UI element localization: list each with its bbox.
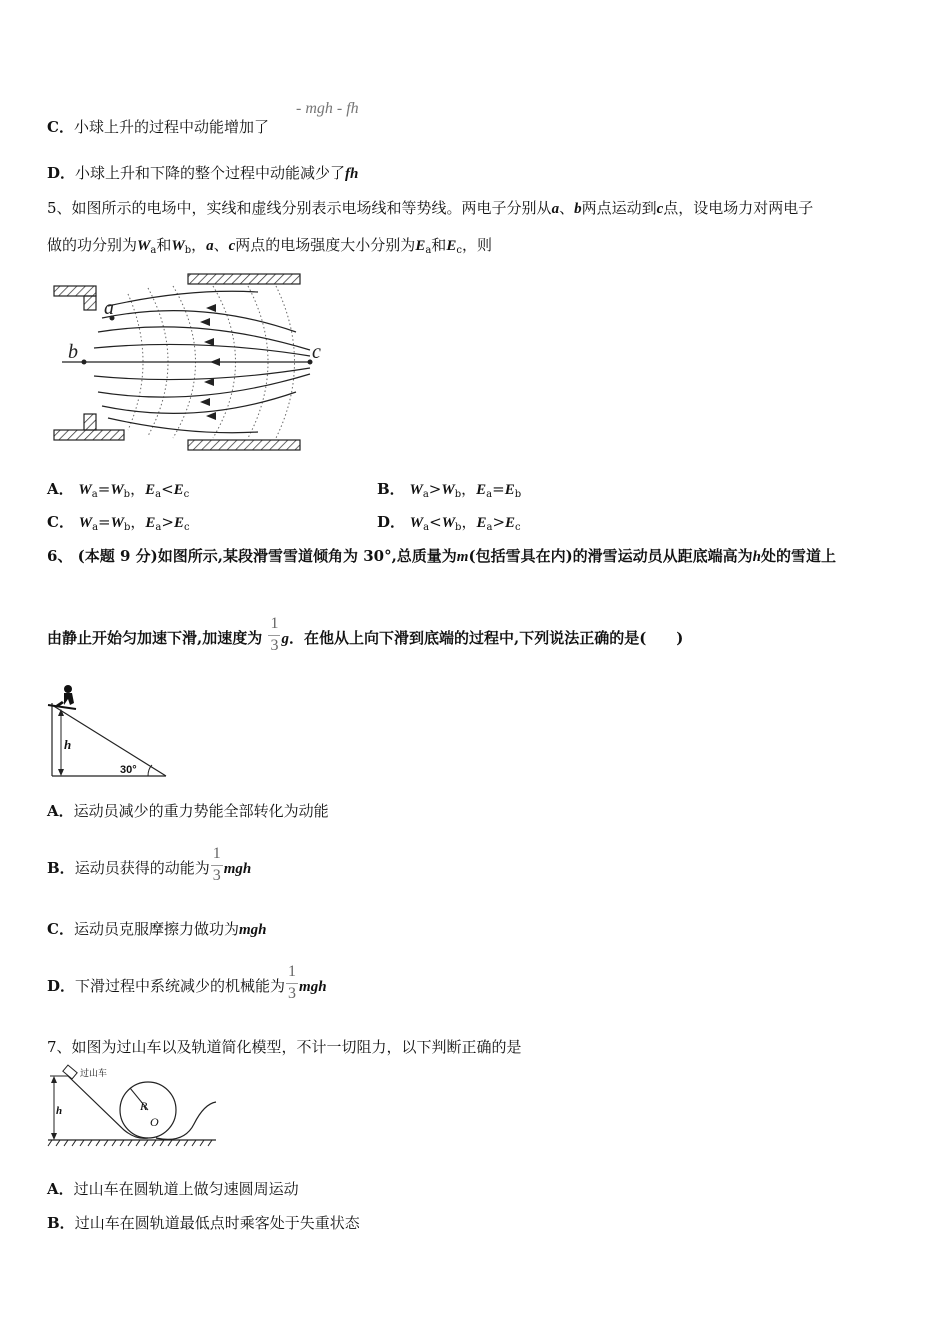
sub: b: [123, 489, 131, 500]
sub: a: [155, 522, 162, 533]
field-line: [108, 418, 258, 433]
q4-option-c: [47, 116, 269, 137]
option-label: D．: [47, 977, 76, 995]
field-line: [94, 344, 310, 356]
var-b: b: [574, 201, 582, 217]
var-W: W: [441, 515, 456, 531]
stem-text: 由静止开始匀加速下滑,加速度为: [47, 629, 263, 647]
q6-stem-line1: [47, 545, 836, 566]
height-arrow-head-bottom: [51, 1133, 57, 1140]
var-c: c: [228, 238, 236, 254]
sub: a: [150, 245, 157, 256]
option-text: 过山车在圆轨道上做匀速圆周运动: [73, 1180, 299, 1198]
option-label: D．: [377, 513, 406, 531]
arrowhead: [200, 398, 210, 406]
height-arrow-head-bottom: [58, 769, 64, 776]
arrowhead: [200, 318, 210, 326]
field-line: [98, 374, 310, 397]
field-line: [98, 327, 310, 350]
comma: ，: [130, 480, 146, 498]
var-m: m: [456, 549, 469, 565]
coaster-car-icon: [63, 1065, 77, 1079]
option-text: 下滑过程中系统减少的机械能为: [75, 977, 286, 995]
electric-field-figure: [48, 272, 338, 452]
var-W: W: [441, 482, 455, 498]
q5-option-c: [47, 511, 190, 533]
stem-text: (本题 9 分)如图所示,某段滑雪雪道倾角为 30°,总质量为: [77, 547, 457, 565]
relation: <: [161, 480, 174, 498]
option-label: B．: [47, 1214, 75, 1232]
relation: >: [161, 513, 174, 531]
label-c: c: [312, 341, 321, 363]
option-text: 运动员减少的重力势能全部转化为动能: [73, 802, 329, 820]
relation: =: [492, 480, 505, 498]
option-label: B．: [47, 859, 75, 877]
option-label: A．: [47, 480, 74, 498]
option-label: C．: [47, 118, 74, 136]
var-W: W: [409, 515, 424, 531]
sub: a: [486, 489, 493, 500]
comma: ，: [461, 513, 477, 531]
fraction-bar: [211, 865, 223, 866]
fraction-bar: [286, 983, 298, 984]
stem-text: ．在他从上向下滑到底端的过程中,下列说法正确的是( ): [288, 629, 684, 647]
sub: b: [455, 522, 462, 533]
q7-option-b: [47, 1212, 360, 1233]
var-W: W: [409, 482, 423, 498]
sub: b: [514, 489, 522, 500]
label-h: h: [56, 1105, 63, 1117]
var-W: W: [110, 515, 124, 531]
fraction-one-third: [267, 615, 281, 655]
stem-text: 处的雪道上: [761, 547, 837, 565]
comma: ，: [191, 236, 207, 254]
comma: ，: [130, 513, 146, 531]
relation: =: [98, 513, 111, 531]
sub: b: [454, 489, 462, 500]
relation: >: [492, 513, 506, 531]
option-label: A．: [47, 802, 74, 820]
var-W: W: [110, 482, 124, 498]
ski-slope-figure: [44, 683, 174, 783]
arrowhead: [206, 304, 216, 312]
sub: c: [456, 245, 462, 256]
q5-option-d: [377, 511, 521, 533]
roller-coaster-figure: [44, 1064, 224, 1148]
q6-option-d: [47, 963, 327, 1003]
comma: ，: [461, 480, 477, 498]
var-E: E: [504, 482, 515, 498]
sub: a: [155, 489, 162, 500]
option-formula: mgh: [223, 861, 252, 877]
stem-text: 做的功分别为: [47, 236, 138, 254]
var-E: E: [505, 515, 516, 531]
label-R: R: [140, 1099, 148, 1113]
var-W: W: [78, 515, 93, 531]
denominator: 3: [270, 637, 279, 654]
var-W: W: [137, 238, 151, 254]
label-h: h: [64, 737, 72, 752]
field-line: [94, 368, 310, 380]
and: 和: [156, 236, 172, 254]
numerator: 1: [270, 615, 279, 632]
question-number: 6、: [47, 547, 73, 565]
var-E: E: [476, 515, 487, 531]
plate-bottom-left: [54, 430, 124, 440]
var-W: W: [171, 238, 185, 254]
var-E: E: [446, 238, 457, 254]
stem-text: 两点的电场强度大小分别为: [235, 236, 416, 254]
height-arrow-head-top: [51, 1076, 57, 1083]
var-E: E: [145, 482, 156, 498]
stem-text: 点，设电场力对两电子: [663, 199, 814, 217]
sub: b: [123, 522, 131, 533]
point-b: [82, 360, 87, 365]
var-a: a: [206, 238, 214, 254]
option-label: A．: [47, 1180, 74, 1198]
sub: a: [425, 245, 432, 256]
sep: 、: [559, 199, 575, 217]
var-g: g: [281, 631, 289, 647]
label-b: b: [68, 341, 78, 363]
option-text: 过山车在圆轨道最低点时乘客处于失重状态: [74, 1214, 360, 1232]
plate-top-right: [188, 274, 300, 284]
q5-option-b: [377, 478, 521, 500]
label-O: O: [150, 1115, 159, 1129]
numerator: 1: [212, 845, 221, 862]
relation: <: [429, 513, 442, 531]
option-text: 小球上升的过程中动能增加了: [73, 118, 269, 136]
q5-option-a: [47, 478, 189, 500]
numerator: 1: [288, 963, 297, 980]
sub: a: [422, 489, 429, 500]
arrowhead: [210, 358, 220, 366]
option-label: C．: [47, 513, 74, 531]
relation: >: [428, 480, 442, 498]
stem-text: (包括雪具在内)的滑雪运动员从距底端高为: [468, 547, 753, 565]
var-E: E: [415, 238, 426, 254]
sub: c: [515, 522, 521, 533]
option-label: D．: [47, 164, 76, 182]
option-text: 运动员克服摩擦力做功为: [73, 920, 239, 938]
sub: a: [91, 489, 98, 500]
option-text: 小球上升和下降的整个过程中动能减少了: [75, 164, 346, 182]
arrowhead: [206, 412, 216, 420]
label-angle: 30°: [120, 764, 137, 776]
sub: a: [486, 522, 493, 533]
denominator: 3: [212, 867, 221, 884]
relation: =: [97, 480, 111, 498]
q6-option-a: [47, 800, 329, 821]
var-h: h: [752, 549, 762, 565]
var-E: E: [173, 482, 184, 498]
var-W: W: [78, 482, 92, 498]
label-car: 过山车: [80, 1069, 108, 1079]
skier-icon: [48, 685, 76, 709]
denominator: 3: [288, 985, 297, 1002]
stem-text: 5、如图所示的电场中，实线和虚线分别表示电场线和等势线。两电子分别从: [47, 199, 552, 217]
var-c: c: [656, 201, 664, 217]
q5-stem-line1: [47, 197, 813, 218]
q7-option-a: [47, 1178, 299, 1199]
sub: a: [423, 522, 430, 533]
option-formula: fh: [345, 166, 359, 182]
sep: 、: [213, 236, 229, 254]
sub: b: [184, 245, 192, 256]
plate-top-left-step: [84, 296, 96, 310]
option-label: B．: [377, 480, 405, 498]
q4-option-d: [47, 162, 358, 183]
sub: c: [183, 522, 190, 533]
q6-option-b: [47, 845, 251, 885]
sub: a: [92, 522, 99, 533]
q5-stem-line2: [47, 234, 492, 256]
option-formula: mgh: [299, 979, 327, 995]
sub: c: [183, 489, 190, 500]
stem-text: ，则: [461, 236, 492, 254]
label-a: a: [104, 297, 114, 319]
q4-option-c-formula: - mgh - fh: [296, 100, 359, 117]
and: 和: [431, 236, 447, 254]
var-E: E: [173, 515, 184, 531]
stem-text: 两点运动到: [581, 199, 657, 217]
option-formula: mgh: [238, 922, 267, 938]
q6-option-c: [47, 918, 266, 939]
q6-stem-line2: [47, 615, 683, 655]
option-text: 运动员获得的动能为: [74, 859, 210, 877]
fraction-one-third: [210, 845, 224, 885]
track-exit: [156, 1102, 216, 1139]
var-E: E: [476, 482, 487, 498]
plate-bottom-right: [188, 440, 300, 450]
plate-bottom-left-step: [84, 414, 96, 430]
var-E: E: [145, 515, 156, 531]
fraction-one-third: [285, 963, 299, 1003]
option-label: C．: [47, 920, 74, 938]
var-a: a: [551, 201, 560, 217]
fraction-bar: [268, 635, 280, 636]
q7-stem: 7、如图为过山车以及轨道简化模型，不计一切阻力，以下判断正确的是: [47, 1038, 522, 1056]
plate-top-left: [54, 286, 96, 296]
